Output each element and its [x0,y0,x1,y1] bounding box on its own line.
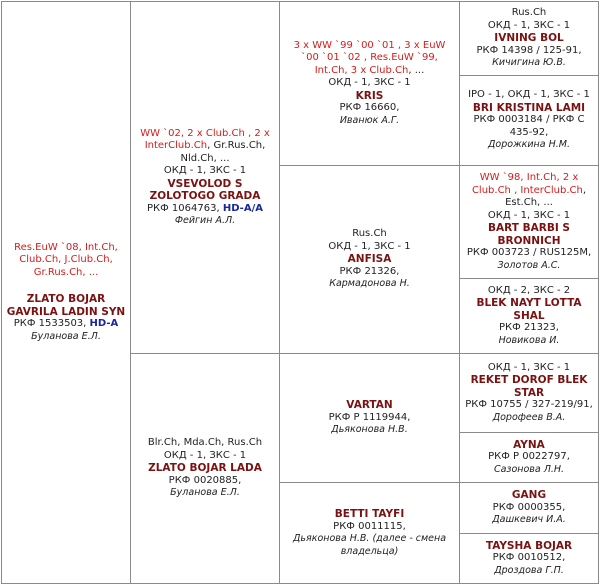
dog-zlato-bojar-lada [130,353,280,584]
hd-score: HD-A [89,318,119,330]
dog-name[interactable]: AYNA [513,438,545,451]
dog-name[interactable]: BLEK NAYT LOTTA SHAL [476,297,582,322]
dog-gang [459,482,599,534]
dog-reket-dorof [459,353,599,433]
titles: WW `02, 2 x Club.Ch , 2 x InterClub.Ch, Gr.Rus.Ch, Nld.Ch, ... [140,127,270,164]
owner: Дьяконова Н.В. [331,424,408,436]
owner: Золотов А.С. [497,259,561,271]
dog-name[interactable]: ZLATO BOJAR GAVRILA LADIN SYN [6,293,126,318]
breeding: ОКД - 1, ЗКС - 1 [163,165,247,176]
dog-zlato-bojar-gavrila [1,1,131,584]
owner: Дорожкина Н.М. [488,139,570,151]
registration: РКФ 21323, [499,322,559,334]
breeding: ОКД - 1, ЗКС - 1 [487,19,571,31]
owner: Дьяконова Н.В. (далее - смена владельца) [292,533,447,557]
dog-name[interactable]: IVNING BOL [494,32,564,45]
dog-vartan [279,353,460,483]
breeding: ОКД - 1, ЗКС - 1 [163,449,247,461]
registration: РКФ 0010512, [492,552,566,564]
owner: Фейгин А.Л. [174,215,236,226]
dog-name[interactable]: TAYSHA BOJAR [485,539,573,552]
titles: WW `98, Int.Ch, 2 x Club.Ch , InterClub.Ch, Est.Ch, ... [471,172,587,208]
registration: РКФ 0020885, [168,474,242,486]
owner: Буланова Е.Л. [31,330,101,342]
registration: РКФ Р 0022797, [488,451,570,463]
owner: Дашкевич И.А. [492,514,566,526]
registration: РКФ 16660, [339,102,400,114]
dog-name[interactable]: GANG [511,489,547,502]
owner: Новикова И. [498,334,560,346]
registration: РКФ 0000355, [492,501,566,513]
owner: Сазонова Л.Н. [493,463,565,475]
registration: РКФ 10755 / 327-219/91, [465,399,593,411]
registration: РКФ 003723 / RUS125M, [466,247,592,258]
breeding: ОКД - 1, ЗКС - 1 [487,361,571,373]
dog-betti-tayfi [279,482,460,584]
owner: Буланова Е.Л. [170,487,240,499]
titles: Rus.Ch [511,7,547,19]
breeding: ОКД - 2, ЗКС - 2 [487,284,571,296]
dog-name[interactable]: VARTAN [346,399,393,412]
dog-taysha-bojar [459,533,599,584]
breeding: ОКД - 1, ЗКС - 1 [487,209,571,221]
breeding: ОКД - 1, ЗКС - 1 [328,240,411,252]
owner: Иванюк А.Г. [339,114,400,126]
titles: Blr.Ch, Mda.Ch, Rus.Ch [147,437,263,449]
owner: Дроздова Г.П. [494,564,564,576]
dog-ivning-bol [459,1,599,76]
dog-bri-kristina-lami [459,75,599,166]
dog-name[interactable]: KRIS [355,89,384,102]
registration: РКФ 0011115, [333,520,406,532]
registration: РКФ 0003184 / РКФ С 435-92, [473,114,585,138]
dog-blek-nayt-lotta [459,278,599,354]
dog-vsevolod [130,1,280,354]
dog-name[interactable]: BETTI TAYFI [334,508,405,520]
registration: РКФ 14398 / 125-91, [476,44,582,56]
dog-kris [279,1,460,166]
dog-name[interactable]: VSEVOLOD S ZOLOTOGO GRADA [149,177,261,202]
owner: Кармадонова Н. [329,278,410,290]
dog-name[interactable]: ANFISA [347,253,392,266]
breeding: ОКД - 1, ЗКС - 1 [328,77,411,89]
registration: РКФ 1064763, HD-A/A [147,202,263,214]
dog-name[interactable]: BART BARBI S BRONNICH [488,222,570,247]
owner: Кичигина Ю.В. [492,57,566,69]
titles: Rus.Ch [352,228,387,240]
titles: 3 x WW `99 `00 `01 , 3 x EuW `00 `01 `02 , Res.EuW `99, Int.Ch, 3 x Club.Ch, ... [293,39,446,76]
titles: Res.EuW `08, Int.Ch, Club.Ch, J.Club.Ch, Gr.Rus.Ch, ... [14,241,118,278]
hd-score: HD-A/A [222,202,263,214]
dog-anfisa [279,165,460,354]
dog-name[interactable]: REKET DOROF BLEK STAR [470,374,588,399]
registration: РКФ Р 1119944, [328,411,411,423]
dog-name[interactable]: BRI KRISTINA LAMI [472,101,586,114]
owner: Дорофеев В.А. [492,411,566,423]
dog-name[interactable]: ZLATO BOJAR LADA [148,462,262,475]
registration: РКФ 1533503, HD-A [13,318,119,330]
breeding: IPO - 1, ОКД - 1, ЗКС - 1 [468,89,590,101]
registration: РКФ 21326, [339,265,400,277]
dog-ayna [459,432,599,483]
dog-bart-barbi [459,165,599,279]
